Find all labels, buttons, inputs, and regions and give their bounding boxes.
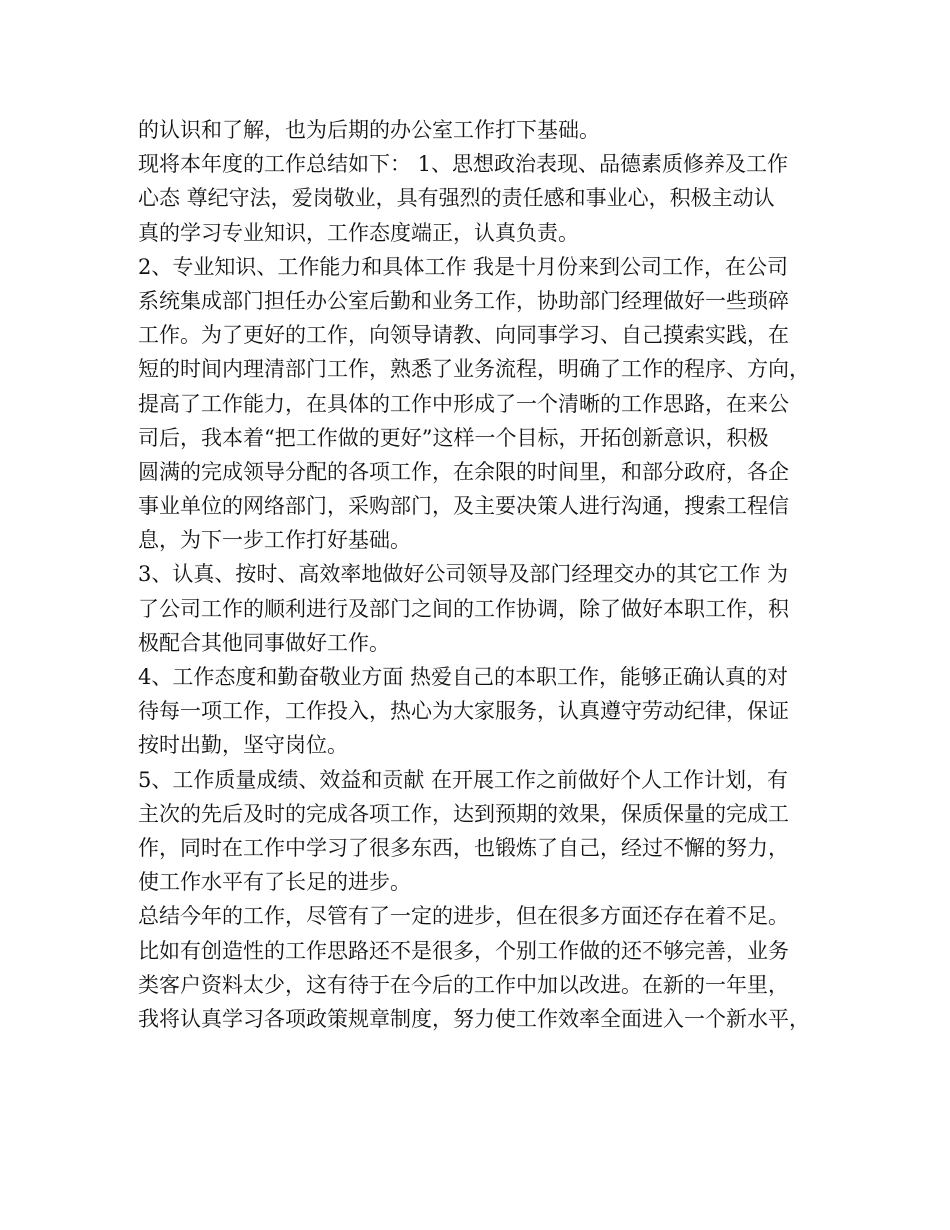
text-line: 4、工作态度和勤奋敬业方面 热爱自己的本职工作，能够正确认真的对 (138, 665, 789, 689)
text-line: 3、认真、按时、高效率地做好公司领导及部门经理交办的其它工作 为 (138, 562, 789, 587)
text-line: 工作。为了更好的工作，向领导请教、向同事学习、自己摸索实践，在 (138, 323, 789, 348)
text-line: 真的学习专业知识，工作态度端正，认真负责。 (138, 220, 579, 245)
text-line: 圆满的完成领导分配的各项工作，在余限的时间里，和部分政府，各企 (138, 459, 789, 484)
text-line: 比如有创造性的工作思路还不是很多，个别工作做的还不够完善，业务 (138, 938, 789, 963)
text-line: 我将认真学习各项政策规章制度，努力使工作效率全面进入一个新水平， (138, 1006, 810, 1031)
text-line: 息，为下一步工作打好基础。 (138, 528, 411, 553)
text-line: 作，同时在工作中学习了很多东西，也锻炼了自己，经过不懈的努力， (138, 835, 789, 860)
text-line: 事业单位的网络部门，采购部门，及主要决策人进行沟通，搜索工程信 (138, 494, 789, 519)
text-line: 5、工作质量成绩、效益和贡献 在开展工作之前做好个人工作计划，有 (138, 767, 789, 792)
document-body (138, 113, 828, 1036)
text-line: 待每一项工作，工作投入，热心为大家服务，认真遵守劳动纪律，保证 (138, 699, 789, 724)
text-line: 心态 尊纪守法，爱岗敬业，具有强烈的责任感和事业心，积极主动认 (138, 186, 775, 211)
text-line: 类客户资料太少，这有待于在今后的工作中加以改进。在新的一年里， (138, 972, 789, 997)
text-line: 主次的先后及时的完成各项工作，达到预期的效果，保质保量的完成工 (138, 801, 789, 826)
text-line: 短的时间内理清部门工作，熟悉了业务流程，明确了工作的程序、方向， (138, 357, 810, 382)
text-line: 极配合其他同事做好工作。 (138, 630, 390, 655)
text-line: 使工作水平有了长足的进步。 (138, 870, 411, 895)
text-line: 司后，我本着“把工作做的更好”这样一个目标，开拓创新意识，积极 (138, 425, 769, 450)
text-line: 的认识和了解，也为后期的办公室工作打下基础。 (138, 118, 600, 142)
text-line: 按时出勤，坚守岗位。 (138, 733, 348, 758)
text-line: 提高了工作能力，在具体的工作中形成了一个清晰的工作思路，在来公 (138, 391, 789, 416)
text-line: 了公司工作的顺利进行及部门之间的工作协调，除了做好本职工作，积 (138, 596, 789, 621)
text-line: 现将本年度的工作总结如下： 1、思想政治表现、品德素质修养及工作 (138, 152, 789, 177)
text-line: 2、专业知识、工作能力和具体工作 我是十月份来到公司工作，在公司 (138, 254, 789, 279)
text-line: 总结今年的工作，尽管有了一定的进步，但在很多方面还存在着不足。 (138, 904, 789, 929)
text-line: 系统集成部门担任办公室后勤和业务工作，协助部门经理做好一些琐碎 (138, 288, 789, 313)
